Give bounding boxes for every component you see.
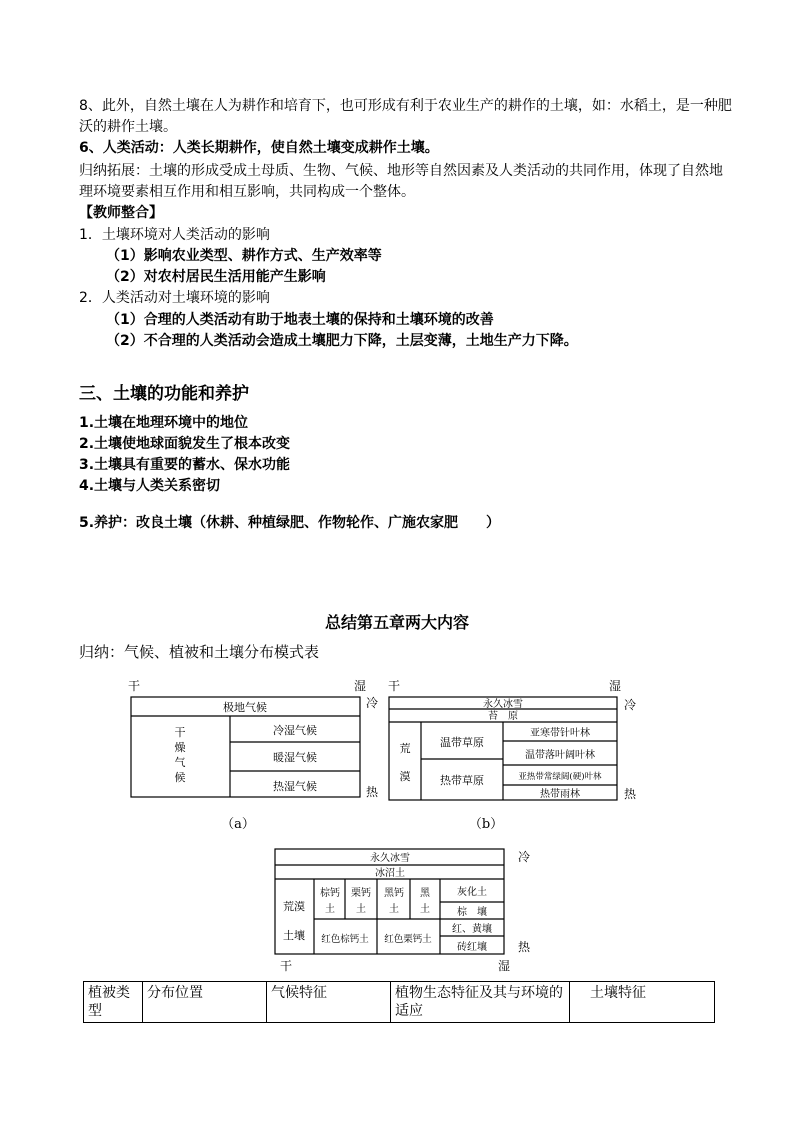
list-item: 1.土壤在地理环境中的地位 [79, 415, 249, 431]
para-line-4: 归纳拓展：土壤的形成受成土母质、生物、气候、地形等自然因素及人类活动的共同作用，体现了自然地 [79, 163, 723, 179]
table-header-cell: 分布位置 [143, 982, 267, 1023]
latosol-label: 砖红壤 [457, 942, 487, 953]
diagram-a [118, 676, 388, 836]
taiga-label: 亚寒带针叶林 [530, 728, 590, 739]
tropical-grassland-label: 热带草原 [440, 774, 484, 787]
summary-table [83, 981, 715, 1023]
desert-soil-label: 荒漠 [283, 900, 305, 913]
list-item: 2.土壤使地球面貌发生了根本改变 [79, 436, 291, 452]
axis-cold-label: 冷 [518, 850, 531, 864]
brown-calcic-soil-label: 棕钙 [320, 888, 340, 899]
brown-earth-label: 棕 壤 [457, 907, 487, 918]
desert-char: 漠 [399, 770, 411, 783]
diagram-c [270, 844, 540, 974]
temperate-deciduous-label: 温带落叶阔叶林 [525, 750, 595, 761]
brown-calcic-soil-label: 土 [325, 904, 335, 915]
para-line-2: 沃的耕作土壤。 [79, 119, 177, 135]
black-soil-label: 黑 [420, 888, 430, 899]
table-header-cell: 植物生态特征及其与环境的适应 [391, 982, 570, 1023]
para-line-1: 8、此外，自然土壤在人为耕作和培育下，也可形成有利于农业生产的耕作的土壤，如：水稻土，是一种肥 [79, 98, 732, 114]
red-brown-calcic-label: 红色棕钙土 [321, 934, 369, 945]
list-item: 2．人类活动对土壤环境的影响 [79, 290, 270, 306]
subtropical-evergreen-label: 亚热带常绿阔(硬)叶林 [518, 772, 602, 782]
rainforest-label: 热带雨林 [540, 789, 580, 800]
permanent-ice-label: 永久冰雪 [483, 699, 523, 710]
table-header-cell: 气候特征 [267, 982, 391, 1023]
tundra-label: 苔 原 [488, 711, 518, 722]
table-header-row [84, 982, 715, 1023]
table-header-cell: 植被类型 [84, 982, 143, 1023]
list-subitem: （1）影响农业类型、耕作方式、生产效率等 [106, 248, 382, 264]
hot-humid-label: 热湿气候 [273, 780, 317, 793]
podzol-label: 灰化土 [457, 887, 487, 898]
axis-wet-label: 湿 [498, 959, 511, 973]
axis-dry-label: 干 [128, 679, 141, 693]
cold-humid-label: 冷湿气候 [273, 724, 317, 737]
red-chestnut-label: 红色栗钙土 [384, 934, 432, 945]
tundra-soil-label: 冰沼土 [375, 868, 405, 879]
temperate-grassland-label: 温带草原 [440, 736, 484, 749]
chernozem-label: 土 [389, 904, 399, 915]
list-subitem: （2）对农村居民生活用能产生影响 [106, 269, 326, 285]
axis-dry-label: 干 [388, 679, 401, 693]
dry-climate-char: 燥 [174, 741, 186, 754]
list-item: 1．土壤环境对人类活动的影响 [79, 227, 270, 243]
chernozem-label: 黑钙 [384, 888, 404, 899]
axis-hot-label: 热 [518, 940, 531, 954]
permanent-ice-label: 永久冰雪 [370, 853, 410, 864]
red-yellow-soil-label: 红、黄壤 [452, 924, 492, 935]
axis-wet-label: 湿 [354, 679, 367, 693]
axis-hot-label: 热 [366, 785, 379, 799]
axis-wet-label: 湿 [609, 679, 622, 693]
chestnut-soil-label: 土 [356, 904, 366, 915]
dry-climate-char: 候 [174, 771, 186, 784]
black-soil-label: 土 [420, 904, 430, 915]
para-line-3: 6、人类活动：人类长期耕作，使自然土壤变成耕作土壤。 [79, 140, 439, 156]
list-item: 3.土壤具有重要的蓄水、保水功能 [79, 457, 291, 473]
axis-dry-label: 干 [280, 959, 293, 973]
polar-climate-label: 极地气候 [223, 701, 267, 714]
chestnut-soil-label: 栗钙 [351, 888, 371, 899]
caption-a: （a） [221, 817, 255, 832]
summary-subtitle: 归纳：气候、植被和土壤分布模式表 [79, 643, 320, 661]
list-item: 5.养护：改良土壤（休耕、种植绿肥、作物轮作、广施农家肥 ） [79, 515, 501, 531]
axis-cold-label: 冷 [624, 698, 637, 712]
axis-hot-label: 热 [624, 787, 637, 801]
section-3-title: 三、土壤的功能和养护 [79, 384, 249, 404]
list-subitem: （2）不合理的人类活动会造成土壤肥力下降，土层变薄，土地生产力下降。 [106, 333, 578, 349]
teacher-integration-heading: 【教师整合】 [79, 205, 163, 221]
table-header-cell: 土壤特征 [570, 982, 715, 1023]
dry-climate-char: 气 [174, 756, 186, 769]
diagram-b [385, 676, 655, 836]
warm-humid-label: 暖湿气候 [273, 751, 317, 764]
para-line-5: 理环境要素相互作用和相互影响，共同构成一个整体。 [79, 184, 415, 200]
list-subitem: （1）合理的人类活动有助于地表土壤的保持和土壤环境的改善 [106, 312, 494, 328]
desert-char: 荒 [399, 742, 411, 755]
desert-soil-label: 土壤 [283, 929, 305, 942]
summary-title: 总结第五章两大内容 [324, 613, 469, 632]
caption-b: （b） [468, 817, 504, 832]
dry-climate-char: 干 [174, 726, 186, 739]
axis-cold-label: 冷 [366, 696, 379, 710]
list-item: 4.土壤与人类关系密切 [79, 478, 221, 494]
